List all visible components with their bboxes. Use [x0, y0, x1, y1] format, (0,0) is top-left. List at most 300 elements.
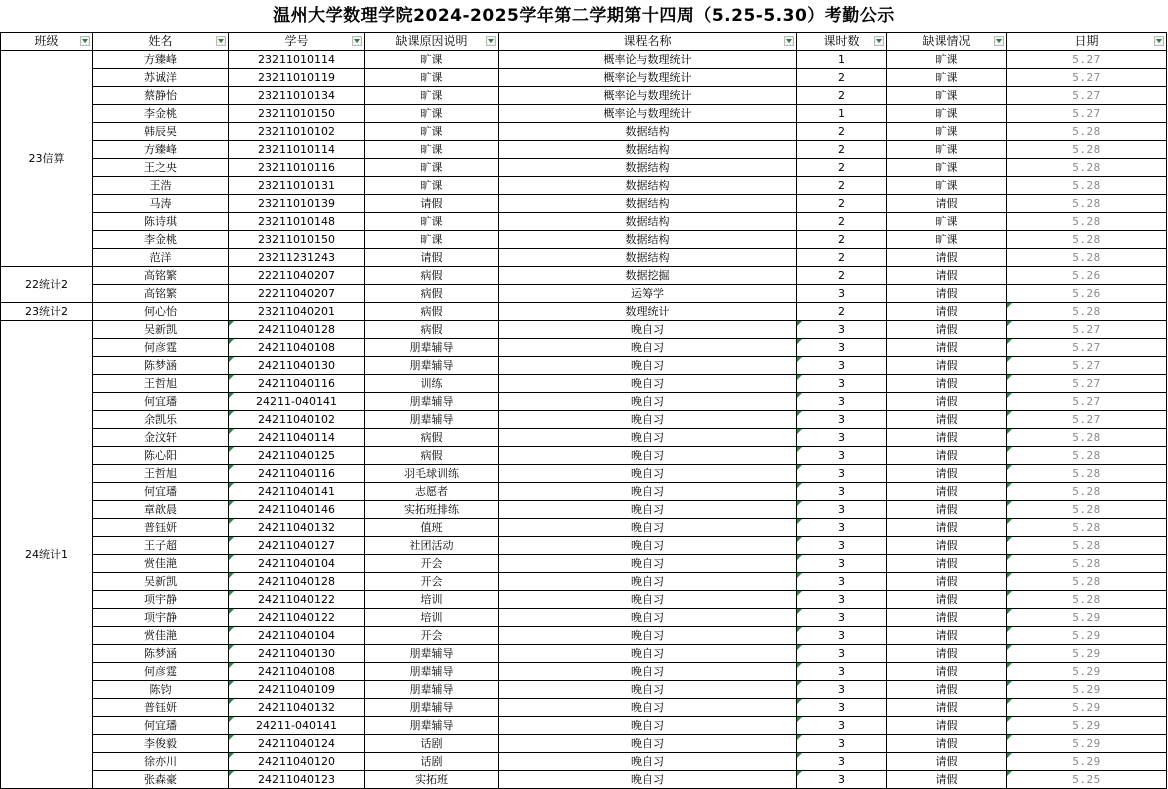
- cell-student-id[interactable]: 24211040114: [229, 429, 365, 447]
- cell-course[interactable]: 概率论与数理统计: [499, 105, 797, 123]
- cell-status[interactable]: 请假: [887, 753, 1007, 771]
- cell-date[interactable]: 5.27: [1007, 51, 1167, 69]
- cell-date[interactable]: 5.28: [1007, 555, 1167, 573]
- cell-course[interactable]: 数据结构: [499, 123, 797, 141]
- cell-course[interactable]: 晚自习: [499, 735, 797, 753]
- cell-reason[interactable]: 朋辈辅导: [365, 681, 499, 699]
- cell-reason[interactable]: 病假: [365, 447, 499, 465]
- cell-student-id[interactable]: 24211040128: [229, 321, 365, 339]
- cell-name[interactable]: 陈钧: [93, 681, 229, 699]
- cell-date[interactable]: 5.27: [1007, 339, 1167, 357]
- cell-status[interactable]: 请假: [887, 375, 1007, 393]
- cell-reason[interactable]: 值班: [365, 519, 499, 537]
- cell-hours[interactable]: 3: [797, 465, 887, 483]
- cell-date[interactable]: 5.29: [1007, 645, 1167, 663]
- cell-student-id[interactable]: 23211010114: [229, 51, 365, 69]
- cell-reason[interactable]: 朋辈辅导: [365, 339, 499, 357]
- cell-course[interactable]: 概率论与数理统计: [499, 51, 797, 69]
- cell-name[interactable]: 范洋: [93, 249, 229, 267]
- cell-status[interactable]: 请假: [887, 735, 1007, 753]
- cell-student-id[interactable]: 24211040104: [229, 555, 365, 573]
- cell-name[interactable]: 何心怡: [93, 303, 229, 321]
- cell-class[interactable]: 24统计1: [1, 321, 93, 789]
- cell-student-id[interactable]: 24211040108: [229, 663, 365, 681]
- cell-status[interactable]: 请假: [887, 267, 1007, 285]
- cell-hours[interactable]: 3: [797, 339, 887, 357]
- cell-name[interactable]: 苏诚洋: [93, 69, 229, 87]
- cell-reason[interactable]: 病假: [365, 303, 499, 321]
- cell-student-id[interactable]: 24211040104: [229, 627, 365, 645]
- cell-status[interactable]: 请假: [887, 429, 1007, 447]
- cell-course[interactable]: 晚自习: [499, 609, 797, 627]
- cell-name[interactable]: 何宜璠: [93, 717, 229, 735]
- cell-course[interactable]: 晚自习: [499, 321, 797, 339]
- cell-name[interactable]: 普钰妍: [93, 519, 229, 537]
- cell-status[interactable]: 请假: [887, 501, 1007, 519]
- cell-name[interactable]: 余凯乐: [93, 411, 229, 429]
- cell-status[interactable]: 旷课: [887, 123, 1007, 141]
- cell-course[interactable]: 运筹学: [499, 285, 797, 303]
- cell-status[interactable]: 旷课: [887, 105, 1007, 123]
- cell-hours[interactable]: 2: [797, 141, 887, 159]
- cell-student-id[interactable]: 23211010116: [229, 159, 365, 177]
- cell-reason[interactable]: 实拓班排练: [365, 501, 499, 519]
- cell-date[interactable]: 5.28: [1007, 573, 1167, 591]
- cell-student-id[interactable]: 24211040123: [229, 771, 365, 789]
- cell-hours[interactable]: 2: [797, 69, 887, 87]
- cell-course[interactable]: 晚自习: [499, 573, 797, 591]
- cell-status[interactable]: 请假: [887, 609, 1007, 627]
- cell-hours[interactable]: 2: [797, 195, 887, 213]
- cell-hours[interactable]: 3: [797, 393, 887, 411]
- cell-name[interactable]: 王之央: [93, 159, 229, 177]
- cell-course[interactable]: 晚自习: [499, 357, 797, 375]
- cell-reason[interactable]: 旷课: [365, 213, 499, 231]
- cell-course[interactable]: 晚自习: [499, 465, 797, 483]
- cell-hours[interactable]: 2: [797, 303, 887, 321]
- cell-reason[interactable]: 旷课: [365, 87, 499, 105]
- cell-date[interactable]: 5.28: [1007, 159, 1167, 177]
- cell-hours[interactable]: 2: [797, 123, 887, 141]
- cell-status[interactable]: 旷课: [887, 213, 1007, 231]
- cell-date[interactable]: 5.26: [1007, 285, 1167, 303]
- cell-status[interactable]: 请假: [887, 573, 1007, 591]
- cell-course[interactable]: 晚自习: [499, 591, 797, 609]
- cell-name[interactable]: 方臻峰: [93, 51, 229, 69]
- cell-name[interactable]: 何彦霆: [93, 663, 229, 681]
- cell-date[interactable]: 5.27: [1007, 105, 1167, 123]
- filter-dropdown-icon[interactable]: [874, 36, 884, 46]
- cell-student-id[interactable]: 24211040116: [229, 375, 365, 393]
- cell-name[interactable]: 王哲旭: [93, 375, 229, 393]
- cell-date[interactable]: 5.28: [1007, 537, 1167, 555]
- cell-student-id[interactable]: 24211040132: [229, 699, 365, 717]
- cell-hours[interactable]: 3: [797, 681, 887, 699]
- cell-reason[interactable]: 话剧: [365, 735, 499, 753]
- cell-date[interactable]: 5.29: [1007, 609, 1167, 627]
- cell-status[interactable]: 请假: [887, 537, 1007, 555]
- cell-hours[interactable]: 3: [797, 663, 887, 681]
- cell-name[interactable]: 赏佳滟: [93, 627, 229, 645]
- cell-status[interactable]: 请假: [887, 645, 1007, 663]
- cell-date[interactable]: 5.27: [1007, 375, 1167, 393]
- cell-hours[interactable]: 3: [797, 591, 887, 609]
- cell-status[interactable]: 请假: [887, 717, 1007, 735]
- cell-status[interactable]: 请假: [887, 321, 1007, 339]
- cell-course[interactable]: 晚自习: [499, 699, 797, 717]
- cell-date[interactable]: 5.28: [1007, 483, 1167, 501]
- cell-course[interactable]: 数据结构: [499, 231, 797, 249]
- cell-reason[interactable]: 朋辈辅导: [365, 645, 499, 663]
- cell-hours[interactable]: 3: [797, 609, 887, 627]
- cell-hours[interactable]: 3: [797, 717, 887, 735]
- cell-name[interactable]: 高铭繁: [93, 285, 229, 303]
- cell-name[interactable]: 章歆晨: [93, 501, 229, 519]
- cell-hours[interactable]: 3: [797, 699, 887, 717]
- cell-date[interactable]: 5.29: [1007, 735, 1167, 753]
- cell-student-id[interactable]: 24211040109: [229, 681, 365, 699]
- filter-dropdown-icon[interactable]: [80, 36, 90, 46]
- cell-course[interactable]: 数据结构: [499, 213, 797, 231]
- cell-date[interactable]: 5.28: [1007, 177, 1167, 195]
- cell-status[interactable]: 旷课: [887, 141, 1007, 159]
- cell-student-id[interactable]: 23211010114: [229, 141, 365, 159]
- cell-course[interactable]: 数据结构: [499, 249, 797, 267]
- cell-course[interactable]: 晚自习: [499, 537, 797, 555]
- cell-reason[interactable]: 朋辈辅导: [365, 699, 499, 717]
- cell-course[interactable]: 数理统计: [499, 303, 797, 321]
- cell-reason[interactable]: 旷课: [365, 51, 499, 69]
- cell-date[interactable]: 5.29: [1007, 753, 1167, 771]
- cell-name[interactable]: 普钰妍: [93, 699, 229, 717]
- cell-course[interactable]: 晚自习: [499, 447, 797, 465]
- cell-student-id[interactable]: 23211010119: [229, 69, 365, 87]
- cell-hours[interactable]: 2: [797, 249, 887, 267]
- cell-status[interactable]: 请假: [887, 483, 1007, 501]
- cell-student-id[interactable]: 23211010139: [229, 195, 365, 213]
- cell-date[interactable]: 5.29: [1007, 717, 1167, 735]
- cell-name[interactable]: 张森豪: [93, 771, 229, 789]
- cell-student-id[interactable]: 24211040130: [229, 645, 365, 663]
- cell-date[interactable]: 5.28: [1007, 465, 1167, 483]
- cell-hours[interactable]: 3: [797, 375, 887, 393]
- cell-course[interactable]: 晚自习: [499, 519, 797, 537]
- cell-reason[interactable]: 朋辈辅导: [365, 411, 499, 429]
- cell-reason[interactable]: 病假: [365, 321, 499, 339]
- cell-class[interactable]: 22统计2: [1, 267, 93, 303]
- cell-reason[interactable]: 训练: [365, 375, 499, 393]
- cell-course[interactable]: 晚自习: [499, 429, 797, 447]
- cell-name[interactable]: 吴新凯: [93, 321, 229, 339]
- cell-hours[interactable]: 3: [797, 645, 887, 663]
- cell-hours[interactable]: 3: [797, 501, 887, 519]
- cell-reason[interactable]: 培训: [365, 609, 499, 627]
- cell-reason[interactable]: 羽毛球训练: [365, 465, 499, 483]
- cell-course[interactable]: 晚自习: [499, 627, 797, 645]
- cell-hours[interactable]: 3: [797, 519, 887, 537]
- cell-student-id[interactable]: 24211040116: [229, 465, 365, 483]
- cell-date[interactable]: 5.28: [1007, 231, 1167, 249]
- cell-date[interactable]: 5.27: [1007, 393, 1167, 411]
- cell-reason[interactable]: 朋辈辅导: [365, 393, 499, 411]
- cell-hours[interactable]: 3: [797, 483, 887, 501]
- cell-status[interactable]: 旷课: [887, 231, 1007, 249]
- cell-student-id[interactable]: 23211010102: [229, 123, 365, 141]
- cell-hours[interactable]: 1: [797, 105, 887, 123]
- cell-hours[interactable]: 2: [797, 267, 887, 285]
- cell-status[interactable]: 请假: [887, 393, 1007, 411]
- cell-name[interactable]: 陈心阳: [93, 447, 229, 465]
- cell-date[interactable]: 5.27: [1007, 357, 1167, 375]
- cell-name[interactable]: 何彦霆: [93, 339, 229, 357]
- cell-status[interactable]: 请假: [887, 681, 1007, 699]
- cell-date[interactable]: 5.28: [1007, 195, 1167, 213]
- cell-name[interactable]: 王浩: [93, 177, 229, 195]
- cell-student-id[interactable]: 24211040122: [229, 609, 365, 627]
- cell-name[interactable]: 高铭繁: [93, 267, 229, 285]
- cell-name[interactable]: 王哲旭: [93, 465, 229, 483]
- cell-student-id[interactable]: 23211040201: [229, 303, 365, 321]
- cell-student-id[interactable]: 24211040141: [229, 483, 365, 501]
- cell-hours[interactable]: 3: [797, 411, 887, 429]
- cell-date[interactable]: 5.28: [1007, 429, 1167, 447]
- cell-course[interactable]: 数据结构: [499, 177, 797, 195]
- cell-course[interactable]: 晚自习: [499, 483, 797, 501]
- cell-date[interactable]: 5.29: [1007, 663, 1167, 681]
- cell-hours[interactable]: 2: [797, 213, 887, 231]
- cell-name[interactable]: 金汶轩: [93, 429, 229, 447]
- cell-reason[interactable]: 旷课: [365, 141, 499, 159]
- cell-date[interactable]: 5.28: [1007, 141, 1167, 159]
- cell-student-id[interactable]: 23211010150: [229, 231, 365, 249]
- cell-student-id[interactable]: 24211040120: [229, 753, 365, 771]
- cell-name[interactable]: 马涛: [93, 195, 229, 213]
- cell-course[interactable]: 晚自习: [499, 339, 797, 357]
- cell-status[interactable]: 旷课: [887, 177, 1007, 195]
- cell-reason[interactable]: 开会: [365, 627, 499, 645]
- cell-reason[interactable]: 旷课: [365, 105, 499, 123]
- cell-student-id[interactable]: 23211010134: [229, 87, 365, 105]
- cell-hours[interactable]: 2: [797, 87, 887, 105]
- cell-reason[interactable]: 朋辈辅导: [365, 357, 499, 375]
- cell-hours[interactable]: 3: [797, 555, 887, 573]
- cell-course[interactable]: 晚自习: [499, 393, 797, 411]
- cell-student-id[interactable]: 23211010131: [229, 177, 365, 195]
- cell-name[interactable]: 吴新凯: [93, 573, 229, 591]
- cell-status[interactable]: 请假: [887, 447, 1007, 465]
- cell-course[interactable]: 晚自习: [499, 411, 797, 429]
- cell-name[interactable]: 陈诗琪: [93, 213, 229, 231]
- cell-status[interactable]: 旷课: [887, 87, 1007, 105]
- cell-name[interactable]: 陈梦涵: [93, 357, 229, 375]
- cell-student-id[interactable]: 24211040122: [229, 591, 365, 609]
- cell-reason[interactable]: 话剧: [365, 753, 499, 771]
- cell-hours[interactable]: 3: [797, 429, 887, 447]
- cell-course[interactable]: 晚自习: [499, 771, 797, 789]
- cell-name[interactable]: 项宇静: [93, 591, 229, 609]
- cell-reason[interactable]: 朋辈辅导: [365, 717, 499, 735]
- cell-name[interactable]: 李金桃: [93, 105, 229, 123]
- cell-name[interactable]: 陈梦涵: [93, 645, 229, 663]
- filter-dropdown-icon[interactable]: [216, 36, 226, 46]
- cell-reason[interactable]: 开会: [365, 573, 499, 591]
- cell-hours[interactable]: 2: [797, 177, 887, 195]
- cell-reason[interactable]: 开会: [365, 555, 499, 573]
- cell-student-id[interactable]: 24211040128: [229, 573, 365, 591]
- cell-name[interactable]: 王子超: [93, 537, 229, 555]
- cell-reason[interactable]: 社团活动: [365, 537, 499, 555]
- cell-course[interactable]: 晚自习: [499, 681, 797, 699]
- cell-status[interactable]: 请假: [887, 357, 1007, 375]
- cell-course[interactable]: 数据结构: [499, 195, 797, 213]
- cell-status[interactable]: 请假: [887, 663, 1007, 681]
- cell-student-id[interactable]: 24211040146: [229, 501, 365, 519]
- cell-status[interactable]: 请假: [887, 411, 1007, 429]
- cell-name[interactable]: 项宇静: [93, 609, 229, 627]
- cell-student-id[interactable]: 24211040125: [229, 447, 365, 465]
- cell-status[interactable]: 请假: [887, 249, 1007, 267]
- cell-reason[interactable]: 实拓班: [365, 771, 499, 789]
- cell-hours[interactable]: 3: [797, 627, 887, 645]
- cell-date[interactable]: 5.28: [1007, 213, 1167, 231]
- cell-name[interactable]: 李俊毅: [93, 735, 229, 753]
- cell-course[interactable]: 晚自习: [499, 663, 797, 681]
- cell-name[interactable]: 徐亦川: [93, 753, 229, 771]
- cell-course[interactable]: 概率论与数理统计: [499, 69, 797, 87]
- cell-status[interactable]: 请假: [887, 771, 1007, 789]
- cell-reason[interactable]: 志愿者: [365, 483, 499, 501]
- cell-student-id[interactable]: 23211010148: [229, 213, 365, 231]
- cell-student-id[interactable]: 24211-040141: [229, 717, 365, 735]
- cell-hours[interactable]: 3: [797, 753, 887, 771]
- cell-date[interactable]: 5.28: [1007, 303, 1167, 321]
- cell-course[interactable]: 晚自习: [499, 555, 797, 573]
- cell-reason[interactable]: 病假: [365, 429, 499, 447]
- cell-name[interactable]: 何宜璠: [93, 393, 229, 411]
- cell-status[interactable]: 请假: [887, 627, 1007, 645]
- cell-date[interactable]: 5.26: [1007, 267, 1167, 285]
- filter-dropdown-icon[interactable]: [486, 36, 496, 46]
- cell-status[interactable]: 请假: [887, 195, 1007, 213]
- cell-date[interactable]: 5.27: [1007, 321, 1167, 339]
- cell-student-id[interactable]: 22211040207: [229, 267, 365, 285]
- cell-status[interactable]: 请假: [887, 303, 1007, 321]
- cell-date[interactable]: 5.28: [1007, 447, 1167, 465]
- cell-student-id[interactable]: 24211-040141: [229, 393, 365, 411]
- cell-status[interactable]: 旷课: [887, 51, 1007, 69]
- cell-date[interactable]: 5.28: [1007, 249, 1167, 267]
- cell-course[interactable]: 概率论与数理统计: [499, 87, 797, 105]
- cell-student-id[interactable]: 24211040124: [229, 735, 365, 753]
- cell-hours[interactable]: 1: [797, 51, 887, 69]
- cell-student-id[interactable]: 24211040102: [229, 411, 365, 429]
- filter-dropdown-icon[interactable]: [1154, 36, 1164, 46]
- cell-hours[interactable]: 3: [797, 735, 887, 753]
- cell-course[interactable]: 晚自习: [499, 375, 797, 393]
- cell-hours[interactable]: 3: [797, 573, 887, 591]
- cell-status[interactable]: 请假: [887, 699, 1007, 717]
- filter-dropdown-icon[interactable]: [352, 36, 362, 46]
- cell-date[interactable]: 5.25: [1007, 771, 1167, 789]
- cell-status[interactable]: 请假: [887, 465, 1007, 483]
- cell-reason[interactable]: 请假: [365, 195, 499, 213]
- cell-status[interactable]: 请假: [887, 591, 1007, 609]
- cell-date[interactable]: 5.28: [1007, 123, 1167, 141]
- cell-name[interactable]: 李金桃: [93, 231, 229, 249]
- cell-class[interactable]: 23统计2: [1, 303, 93, 321]
- cell-date[interactable]: 5.28: [1007, 501, 1167, 519]
- cell-reason[interactable]: 培训: [365, 591, 499, 609]
- filter-dropdown-icon[interactable]: [784, 36, 794, 46]
- cell-reason[interactable]: 旷课: [365, 159, 499, 177]
- cell-status[interactable]: 旷课: [887, 159, 1007, 177]
- cell-student-id[interactable]: 24211040127: [229, 537, 365, 555]
- cell-student-id[interactable]: 24211040130: [229, 357, 365, 375]
- cell-name[interactable]: 蔡静怡: [93, 87, 229, 105]
- cell-course[interactable]: 晚自习: [499, 717, 797, 735]
- cell-name[interactable]: 何宜璠: [93, 483, 229, 501]
- cell-name[interactable]: 方臻峰: [93, 141, 229, 159]
- cell-date[interactable]: 5.27: [1007, 411, 1167, 429]
- cell-student-id[interactable]: 24211040132: [229, 519, 365, 537]
- cell-student-id[interactable]: 24211040108: [229, 339, 365, 357]
- cell-course[interactable]: 数据结构: [499, 141, 797, 159]
- cell-student-id[interactable]: 23211231243: [229, 249, 365, 267]
- cell-course[interactable]: 晚自习: [499, 753, 797, 771]
- cell-reason[interactable]: 病假: [365, 267, 499, 285]
- cell-hours[interactable]: 3: [797, 285, 887, 303]
- cell-hours[interactable]: 3: [797, 771, 887, 789]
- cell-hours[interactable]: 3: [797, 447, 887, 465]
- cell-status[interactable]: 旷课: [887, 69, 1007, 87]
- cell-student-id[interactable]: 23211010150: [229, 105, 365, 123]
- cell-hours[interactable]: 3: [797, 321, 887, 339]
- cell-hours[interactable]: 2: [797, 159, 887, 177]
- cell-date[interactable]: 5.27: [1007, 69, 1167, 87]
- cell-status[interactable]: 请假: [887, 519, 1007, 537]
- cell-date[interactable]: 5.29: [1007, 681, 1167, 699]
- cell-name[interactable]: 韩辰昊: [93, 123, 229, 141]
- cell-date[interactable]: 5.29: [1007, 699, 1167, 717]
- cell-course[interactable]: 数据结构: [499, 159, 797, 177]
- cell-name[interactable]: 赏佳滟: [93, 555, 229, 573]
- cell-status[interactable]: 请假: [887, 285, 1007, 303]
- cell-reason[interactable]: 旷课: [365, 177, 499, 195]
- cell-course[interactable]: 晚自习: [499, 501, 797, 519]
- sheet-title: 温州大学数理学院2024-2025学年第二学期第十四周（5.25-5.30）考勤公示: [273, 6, 895, 26]
- cell-course[interactable]: 晚自习: [499, 645, 797, 663]
- cell-reason[interactable]: 旷课: [365, 231, 499, 249]
- cell-student-id[interactable]: 22211040207: [229, 285, 365, 303]
- cell-date[interactable]: 5.27: [1007, 87, 1167, 105]
- cell-date[interactable]: 5.29: [1007, 627, 1167, 645]
- cell-course[interactable]: 数据挖掘: [499, 267, 797, 285]
- cell-date[interactable]: 5.28: [1007, 519, 1167, 537]
- cell-status[interactable]: 请假: [887, 339, 1007, 357]
- cell-class[interactable]: 23信算: [1, 51, 93, 267]
- cell-reason[interactable]: 请假: [365, 249, 499, 267]
- cell-reason[interactable]: 旷课: [365, 69, 499, 87]
- cell-hours[interactable]: 3: [797, 537, 887, 555]
- filter-dropdown-icon[interactable]: [994, 36, 1004, 46]
- cell-reason[interactable]: 朋辈辅导: [365, 663, 499, 681]
- cell-reason[interactable]: 病假: [365, 285, 499, 303]
- cell-status[interactable]: 请假: [887, 555, 1007, 573]
- cell-hours[interactable]: 3: [797, 357, 887, 375]
- cell-hours[interactable]: 2: [797, 231, 887, 249]
- cell-date[interactable]: 5.28: [1007, 591, 1167, 609]
- cell-reason[interactable]: 旷课: [365, 123, 499, 141]
